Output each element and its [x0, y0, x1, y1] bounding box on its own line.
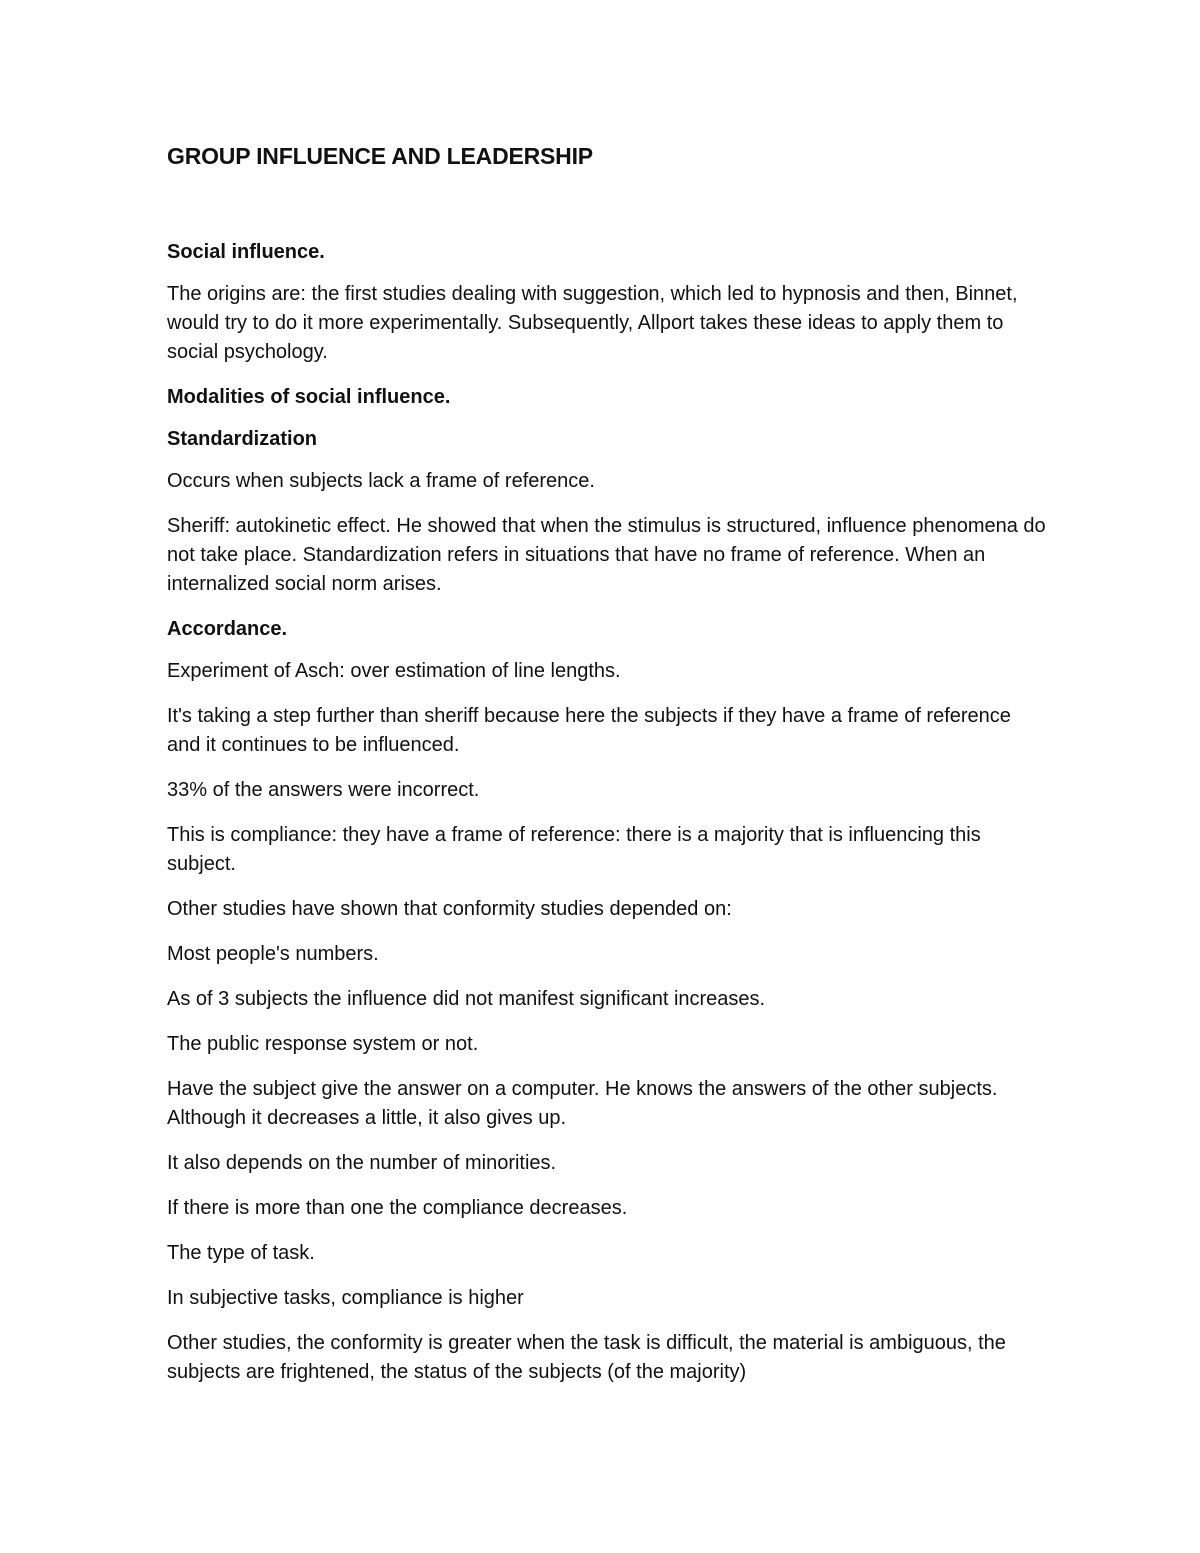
section-heading-accordance: Accordance.	[167, 618, 288, 640]
paragraph-minorities: It also depends on the number of minorities.	[167, 1152, 557, 1174]
paragraph-type-of-task: The type of task.	[167, 1242, 315, 1264]
paragraph-step-further: It's taking a step further than sheriff because here the subjects if they have a frame of reference and it continues to be influenced.	[167, 705, 1011, 756]
paragraph-compliance: This is compliance: they have a frame of reference: there is a majority that is influencing this subject.	[167, 824, 981, 875]
document-title: GROUP INFLUENCE AND LEADERSHIP	[167, 143, 593, 169]
section-heading-modalities: Modalities of social influence.	[167, 386, 451, 408]
paragraph-computer-answer: Have the subject give the answer on a computer. He knows the answers of the other subjects. Although it decreases a little, it also gives up.	[167, 1078, 998, 1129]
paragraph-origins: The origins are: the first studies dealing with suggestion, which led to hypnosis and then, Binnet, would try to do it more experimentally. Subsequently, Allport takes these ideas to apply them to social psychology.	[167, 283, 1018, 363]
paragraph-three-subjects: As of 3 subjects the influence did not manifest significant increases.	[167, 988, 766, 1010]
document-page	[167, 138, 1047, 1403]
paragraph-sheriff: Sheriff: autokinetic effect. He showed that when the stimulus is structured, influence phenomena do not take place. Standardization refers in situations that have no frame of reference. When an internalized social norm arises.	[167, 515, 1046, 595]
paragraph-public-response: The public response system or not.	[167, 1033, 479, 1055]
paragraph-asch: Experiment of Asch: over estimation of line lengths.	[167, 660, 621, 682]
paragraph-other-studies: Other studies have shown that conformity studies depended on:	[167, 898, 732, 920]
paragraph-people-numbers: Most people's numbers.	[167, 943, 379, 965]
paragraph-incorrect-answers: 33% of the answers were incorrect.	[167, 779, 480, 801]
paragraph-conformity-greater: Other studies, the conformity is greater when the task is difficult, the material is ambiguous, the subjects are frightened, the status of the subjects (of the majority)	[167, 1332, 1006, 1383]
section-heading-standardization: Standardization	[167, 428, 318, 450]
paragraph-more-than-one: If there is more than one the compliance decreases.	[167, 1197, 628, 1219]
paragraph-standardization-definition: Occurs when subjects lack a frame of reference.	[167, 470, 595, 492]
paragraph-subjective-tasks: In subjective tasks, compliance is higher	[167, 1287, 524, 1309]
section-heading-social-influence: Social influence.	[167, 241, 325, 263]
